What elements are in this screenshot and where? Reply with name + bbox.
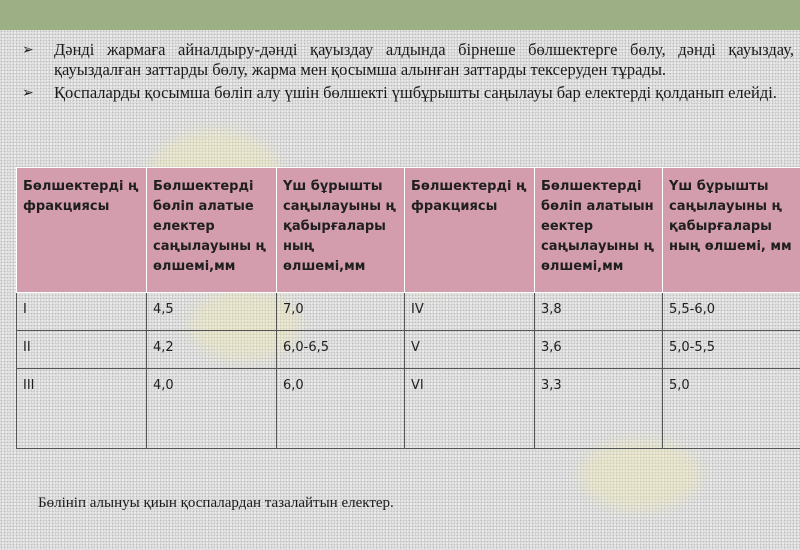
- sieve-table: [16, 167, 800, 449]
- table-cell: 4,5: [147, 293, 277, 331]
- table-cell: IV: [405, 293, 535, 331]
- bullet-list: [22, 40, 794, 106]
- table-cell: 5,5-6,0: [663, 293, 800, 331]
- table-cell: 5,0: [663, 369, 800, 449]
- arrow-bullet-icon: ➢: [22, 85, 34, 101]
- header-triangle-side-2: Үш бұрышты саңылауыны ң қабырғалары ның өлшемі, мм: [663, 168, 800, 293]
- header-sieve-size-1: Бөлшектерді бөліп алатые електер саңылауыны ң өлшемі,мм: [147, 168, 277, 293]
- bullet-item: [22, 83, 794, 103]
- header-triangle-side-1: Үш бұрышты саңылауыны ң қабырғалары ның өлшемі,мм: [277, 168, 405, 293]
- table-cell: VI: [405, 369, 535, 449]
- table-cell: 3,6: [535, 331, 663, 369]
- table-cell: V: [405, 331, 535, 369]
- bullet-text: Қоспаларды қосымша бөліп алу үшін бөлшекті үшбұрышты саңылауы бар електерді қолданып елейді.: [54, 83, 777, 102]
- top-band: [0, 0, 800, 30]
- table-cell: 7,0: [277, 293, 405, 331]
- table-cell: II: [17, 331, 147, 369]
- arrow-bullet-icon: ➢: [22, 42, 34, 58]
- table-row: [17, 293, 800, 331]
- table-cell: 6,0: [277, 369, 405, 449]
- table-row: [17, 369, 800, 449]
- table-cell: 6,0-6,5: [277, 331, 405, 369]
- table-cell: 4,0: [147, 369, 277, 449]
- table-header-row: [17, 168, 800, 293]
- watermark-logo: [580, 440, 700, 510]
- header-fraction-2: Бөлшектерді ң фракциясы: [405, 168, 535, 293]
- table-cell: 5,0-5,5: [663, 331, 800, 369]
- bullet-item: [22, 40, 794, 80]
- table-caption: Бөлініп алынуы қиын қоспалардан тазалайтын електер.: [38, 495, 394, 511]
- table-cell: III: [17, 369, 147, 449]
- header-fraction-1: Бөлшектерді ң фракциясы: [17, 168, 147, 293]
- table-cell: I: [17, 293, 147, 331]
- table-cell: 3,3: [535, 369, 663, 449]
- table-cell: 4,2: [147, 331, 277, 369]
- header-sieve-size-2: Бөлшектерді бөліп алатыын еектер саңылауыны ң өлшемі,мм: [535, 168, 663, 293]
- table-row: [17, 331, 800, 369]
- bullet-text: Дәнді жармаға айналдыру-дәнді қауыздау алдында бірнеше бөлшектерге бөлу, дәнді қауыздау, қауыздалған заттарды бөлу, жарма мен қосымша алынған заттарды тексеруден тұрады.: [54, 40, 794, 79]
- table-cell: 3,8: [535, 293, 663, 331]
